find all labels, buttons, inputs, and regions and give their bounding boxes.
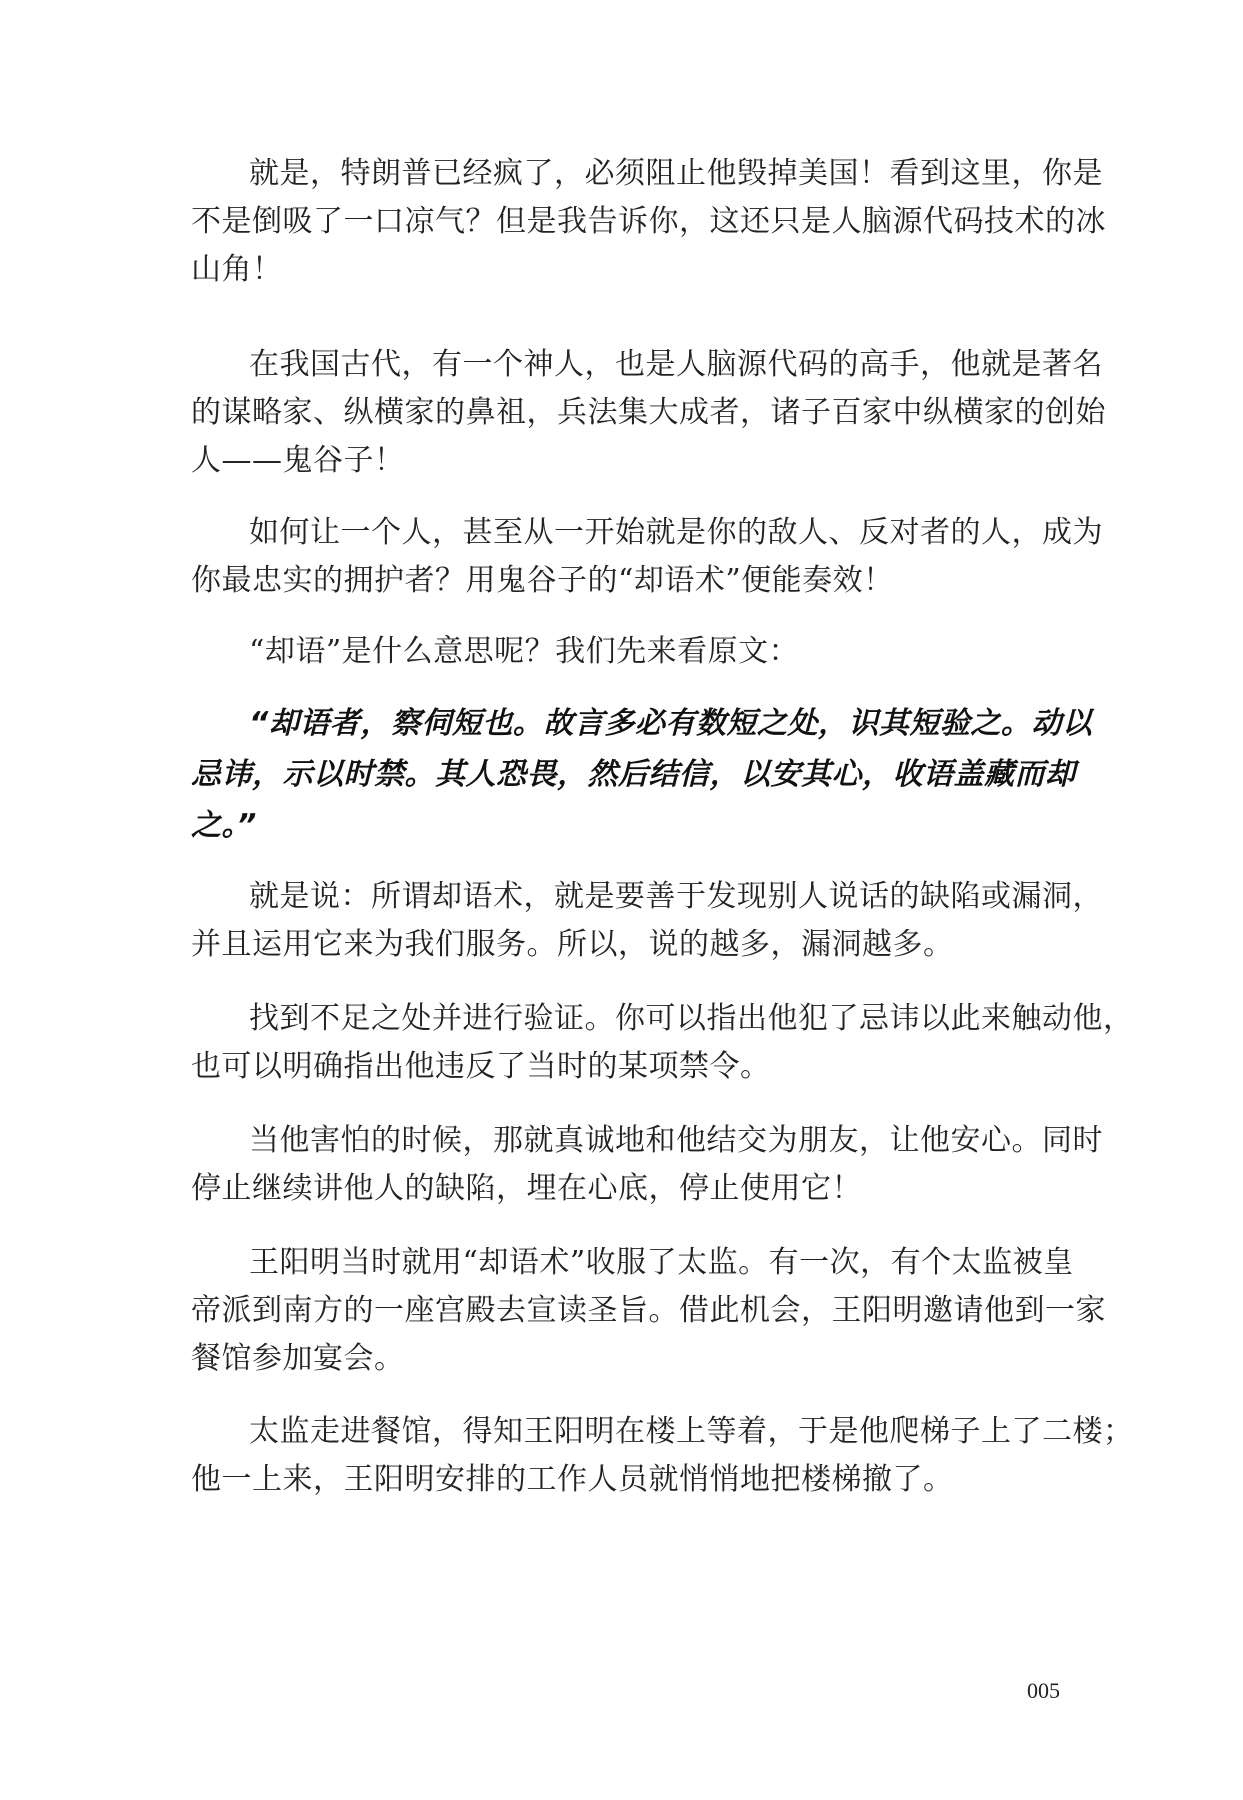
paragraph-line: 并且运用它来为我们服务。所以，说的越多，漏洞越多。	[191, 927, 954, 962]
paragraph-3	[191, 509, 1103, 605]
paragraph-line: “却语”是什么意思呢？我们先来看原文：	[249, 634, 800, 669]
paragraph-10	[191, 1408, 1134, 1504]
paragraph-line: 也可以明确指出他违反了当时的某项禁令。	[191, 1049, 771, 1084]
paragraph-line: 你最忠实的拥护者？用鬼谷子的“却语术”便能奏效！	[191, 563, 894, 598]
paragraph-1	[191, 150, 1106, 294]
paragraph-line: 的谋略家、纵横家的鼻祖，兵法集大成者，诸子百家中纵横家的创始	[191, 395, 1106, 430]
paragraph-line: 山角！	[191, 252, 283, 287]
paragraph-line: 餐馆参加宴会。	[191, 1341, 405, 1376]
paragraph-4	[191, 628, 1057, 676]
quote-line: “却语者，察伺短也。故言多必有数短之处，识其短验之。动以	[249, 706, 1093, 741]
paragraph-line: 停止继续讲他人的缺陷，埋在心底，停止使用它！	[191, 1171, 862, 1206]
page-number: 005	[1027, 1678, 1060, 1703]
paragraph-line: 不是倒吸了一口凉气？但是我告诉你，这还只是人脑源代码技术的冰	[191, 204, 1106, 239]
classical-quote	[191, 698, 1093, 851]
quote-line: 忌讳，示以时禁。其人恐畏，然后结信，以安其心，收语盖藏而却	[191, 757, 1076, 792]
paragraph-6	[191, 873, 1103, 969]
paragraph-line: 帝派到南方的一座宫殿去宣读圣旨。借此机会，王阳明邀请他到一家	[191, 1293, 1106, 1328]
paragraph-7	[191, 995, 1134, 1091]
paragraph-9	[191, 1239, 1106, 1383]
paragraph-line: 他一上来，王阳明安排的工作人员就悄悄地把楼梯撤了。	[191, 1462, 954, 1497]
paragraph-line: 人——鬼谷子！	[191, 443, 405, 478]
paragraph-line: 王阳明当时就用“却语术”收服了太监。有一次，有个太监被皇	[249, 1245, 1074, 1280]
paragraph-line: 找到不足之处并进行验证。你可以指出他犯了忌讳以此来触动他，	[249, 1001, 1134, 1036]
paragraph-8	[191, 1117, 1103, 1213]
paragraph-line: 如何让一个人，甚至从一开始就是你的敌人、反对者的人，成为	[249, 515, 1103, 550]
paragraph-line: 就是说：所谓却语术，就是要善于发现别人说话的缺陷或漏洞，	[249, 879, 1103, 914]
paragraph-line: 当他害怕的时候，那就真诚地和他结交为朋友，让他安心。同时	[249, 1123, 1103, 1158]
paragraph-line: 太监走进餐馆，得知王阳明在楼上等着，于是他爬梯子上了二楼；	[249, 1414, 1134, 1449]
paragraph-2	[191, 341, 1106, 485]
paragraph-line: 就是，特朗普已经疯了，必须阻止他毁掉美国！看到这里，你是	[249, 156, 1103, 191]
paragraph-line: 在我国古代，有一个神人，也是人脑源代码的高手，他就是著名	[249, 347, 1103, 382]
quote-line: 之。”	[191, 808, 257, 843]
